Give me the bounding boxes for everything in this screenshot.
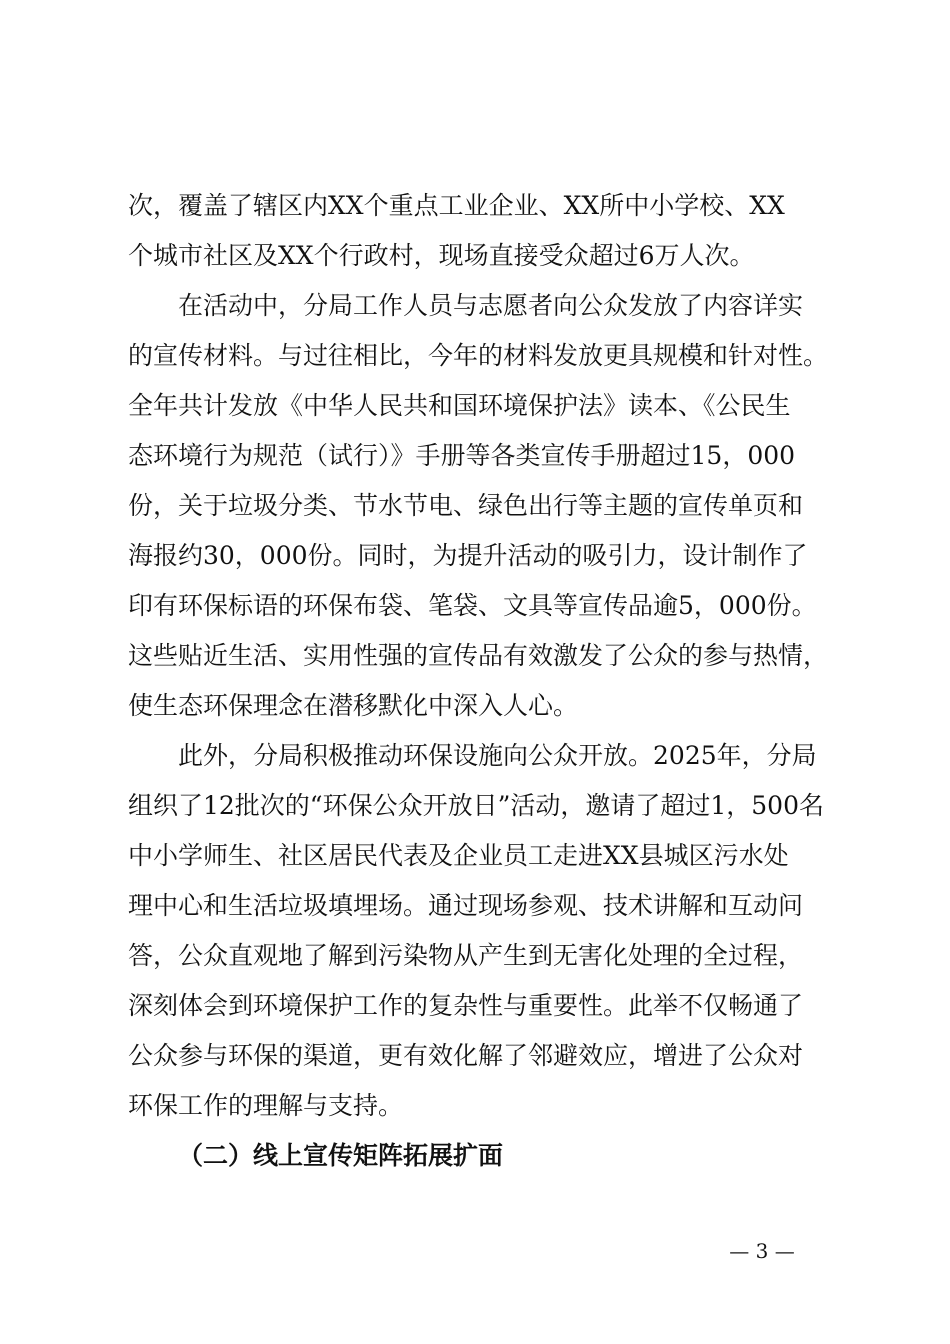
text-line: 环保工作的理解与支持。 xyxy=(128,1091,404,1120)
text-line: 全年共计发放《中华人民共和国环境保护法》读本、《公民生 xyxy=(128,391,791,420)
text-line: 这些贴近生活、实用性强的宣传品有效激发了公众的参与热情， xyxy=(128,641,829,670)
text-line: 印有环保标语的环保布袋、笔袋、文具等宣传品逾5，000份。 xyxy=(128,591,817,620)
text-line: 的宣传材料。与过往相比，今年的材料发放更具规模和针对性。 xyxy=(128,341,829,370)
text-line: 深刻体会到环境保护工作的复杂性与重要性。此举不仅畅通了 xyxy=(128,991,804,1020)
text-line: 公众参与环保的渠道，更有效化解了邻避效应，增进了公众对 xyxy=(128,1041,804,1070)
text-line: 态环境行为规范（试行）》手册等各类宣传手册超过15，000 xyxy=(128,441,796,470)
paragraph-start-line: 在活动中，分局工作人员与志愿者向公众发放了内容详实 xyxy=(178,291,804,320)
section-heading: （二）线上宣传矩阵拓展扩面 xyxy=(178,1141,504,1170)
text-line: 中小学师生、社区居民代表及企业员工走进XX县城区污水处 xyxy=(128,841,789,870)
text-line: 理中心和生活垃圾填埋场。通过现场参观、技术讲解和互动问 xyxy=(128,891,804,920)
text-line: 海报约30，000份。同时，为提升活动的吸引力，设计制作了 xyxy=(128,541,808,570)
text-line: 组织了12批次的“环保公众开放日”活动，邀请了超过1，500名 xyxy=(128,791,824,820)
text-line: 答，公众直观地了解到污染物从产生到无害化处理的全过程， xyxy=(128,941,804,970)
text-line: 使生态环保理念在潜移默化中深入人心。 xyxy=(128,691,579,720)
paragraph-start-line: 此外，分局积极推动环保设施向公众开放。2025年，分局 xyxy=(178,741,817,770)
text-line: 次，覆盖了辖区内XX个重点工业企业、XX所中小学校、XX xyxy=(128,191,785,220)
text-line: 份，关于垃圾分类、节水节电、绿色出行等主题的宣传单页和 xyxy=(128,491,804,520)
text-line: 个城市社区及XX个行政村，现场直接受众超过6万人次。 xyxy=(128,241,755,270)
page-number: — 3 — xyxy=(729,1239,795,1263)
document-body xyxy=(128,181,848,1181)
